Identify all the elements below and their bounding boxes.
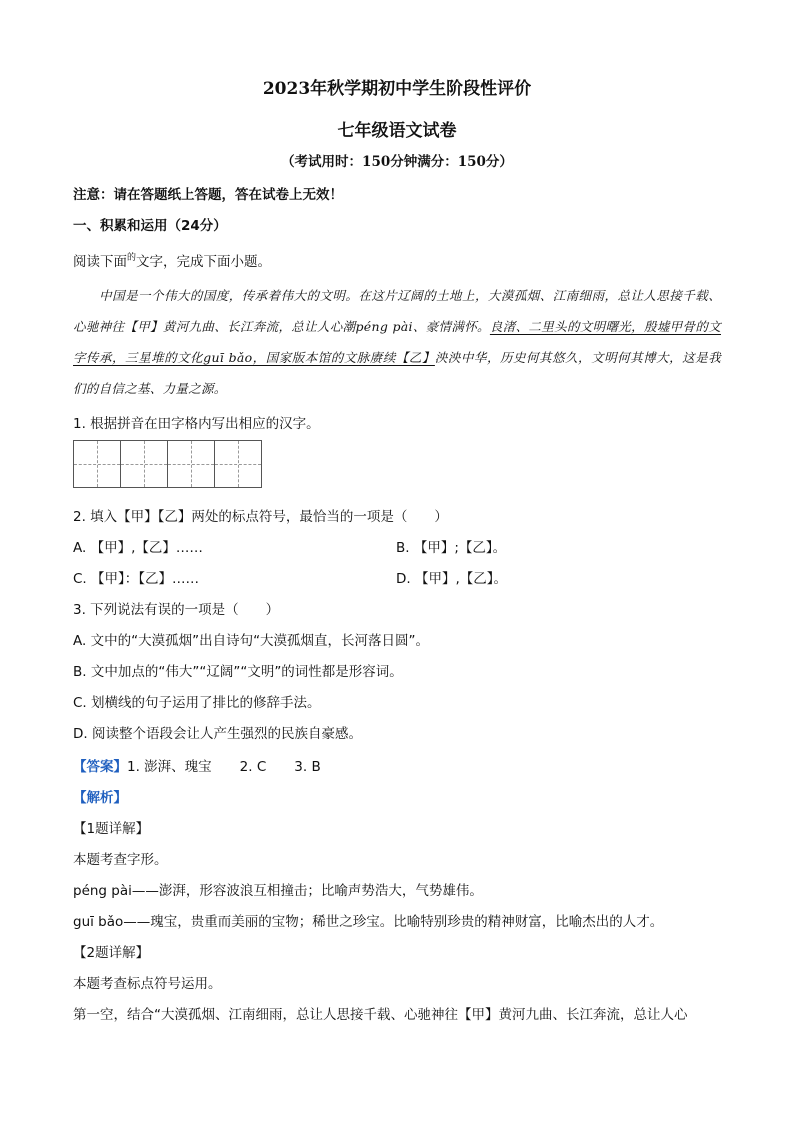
q2-option-c: C. 【甲】：【乙】…… <box>73 571 200 587</box>
passage-underlined-sentence: 良渚、二里头的文明曙光，殷墟甲骨的文字传承，三星堆的文化guī bǎo，国家版本馆的文脉赓续【乙】 <box>73 319 721 365</box>
reading-passage <box>73 280 721 404</box>
question-2-stem: 2. 填入【甲】【乙】两处的标点符号，最恰当的一项是（ ） <box>73 509 448 525</box>
grid-cell[interactable] <box>73 440 121 488</box>
detail-1-line-2: péng pài——澎湃，形容波浪互相撞击；比喻声势浩大，气势雄伟。 <box>73 883 483 899</box>
passage-part2: 泱泱中华，历史何其悠久，文明何其博大，这是我们的自信之基、力量之源。 <box>73 350 721 396</box>
instruction-pre: 阅读下面 <box>73 254 127 270</box>
q3-option-a: A. 文中的“大漠孤烟”出自诗句“大漠孤烟直，长河落日圆”。 <box>73 633 430 649</box>
answer-2: 2. C <box>239 759 267 775</box>
grid-cell[interactable] <box>167 440 215 488</box>
answer-label: 【答案】 <box>73 759 127 775</box>
q2-option-b: B. 【甲】;【乙】。 <box>396 540 507 556</box>
reading-instruction <box>73 250 271 270</box>
answer-line <box>73 755 321 775</box>
detail-1-line-1: 本题考查字形。 <box>73 852 168 868</box>
detail-2-line-1: 本题考查标点符号运用。 <box>73 976 222 992</box>
exam-info: （考试用时：150分钟满分：150分） <box>281 154 513 170</box>
detail-2-line-2: 第一空，结合“大漠孤烟、江南细雨，总让人思接千载、心驰神往【甲】黄河九曲、长江奔流，总让人心 <box>73 1007 688 1023</box>
detail-1-line-3: guī bǎo——瑰宝，贵重而美丽的宝物；稀世之珍宝。比喻特别珍贵的精神财富，比喻杰出的人才。 <box>73 914 664 930</box>
question-3-stem: 3. 下列说法有误的一项是（ ） <box>73 602 280 618</box>
exam-subtitle: 七年级语文试卷 <box>337 121 457 141</box>
exam-title: 2023年秋学期初中学生阶段性评价 <box>262 79 532 99</box>
grid-cell[interactable] <box>214 440 262 488</box>
grid-cell[interactable] <box>120 440 168 488</box>
q3-option-d: D. 阅读整个语段会让人产生强烈的民族自豪感。 <box>73 726 362 742</box>
answer-1: 1. 澎湃、瑰宝 <box>127 759 212 775</box>
q3-option-c: C. 划横线的句子运用了排比的修辞手法。 <box>73 695 321 711</box>
q3-option-b: B. 文中加点的“伟大”“辽阔”“文明”的词性都是形容词。 <box>73 664 403 680</box>
tianzige-grid[interactable] <box>73 440 261 488</box>
question-1: 1. 根据拼音在田字格内写出相应的汉字。 <box>73 416 320 432</box>
q2-option-a: A. 【甲】,【乙】…… <box>73 540 203 556</box>
notice: 注意：请在答题纸上答题，答在试卷上无效！ <box>73 187 343 203</box>
detail-2-label: 【2题详解】 <box>73 945 150 961</box>
q2-option-d: D. 【甲】,【乙】。 <box>396 571 508 587</box>
detail-1-label: 【1题详解】 <box>73 821 150 837</box>
analysis-label: 【解析】 <box>73 790 127 806</box>
section-heading: 一、积累和运用（24分） <box>73 218 227 234</box>
instruction-post: 文字，完成下面小题。 <box>136 254 272 270</box>
answer-3: 3. B <box>294 759 321 775</box>
instruction-mark: 的 <box>127 253 137 263</box>
passage-part1: 中国是一个伟大的国度，传承着伟大的文明。在这片辽阔的土地上，大漠孤烟、江南细雨，总让人思接千载、心驰神往【甲】黄河九曲、长江奔流，总让人心潮péng pài、豪情满怀。 <box>73 288 721 334</box>
